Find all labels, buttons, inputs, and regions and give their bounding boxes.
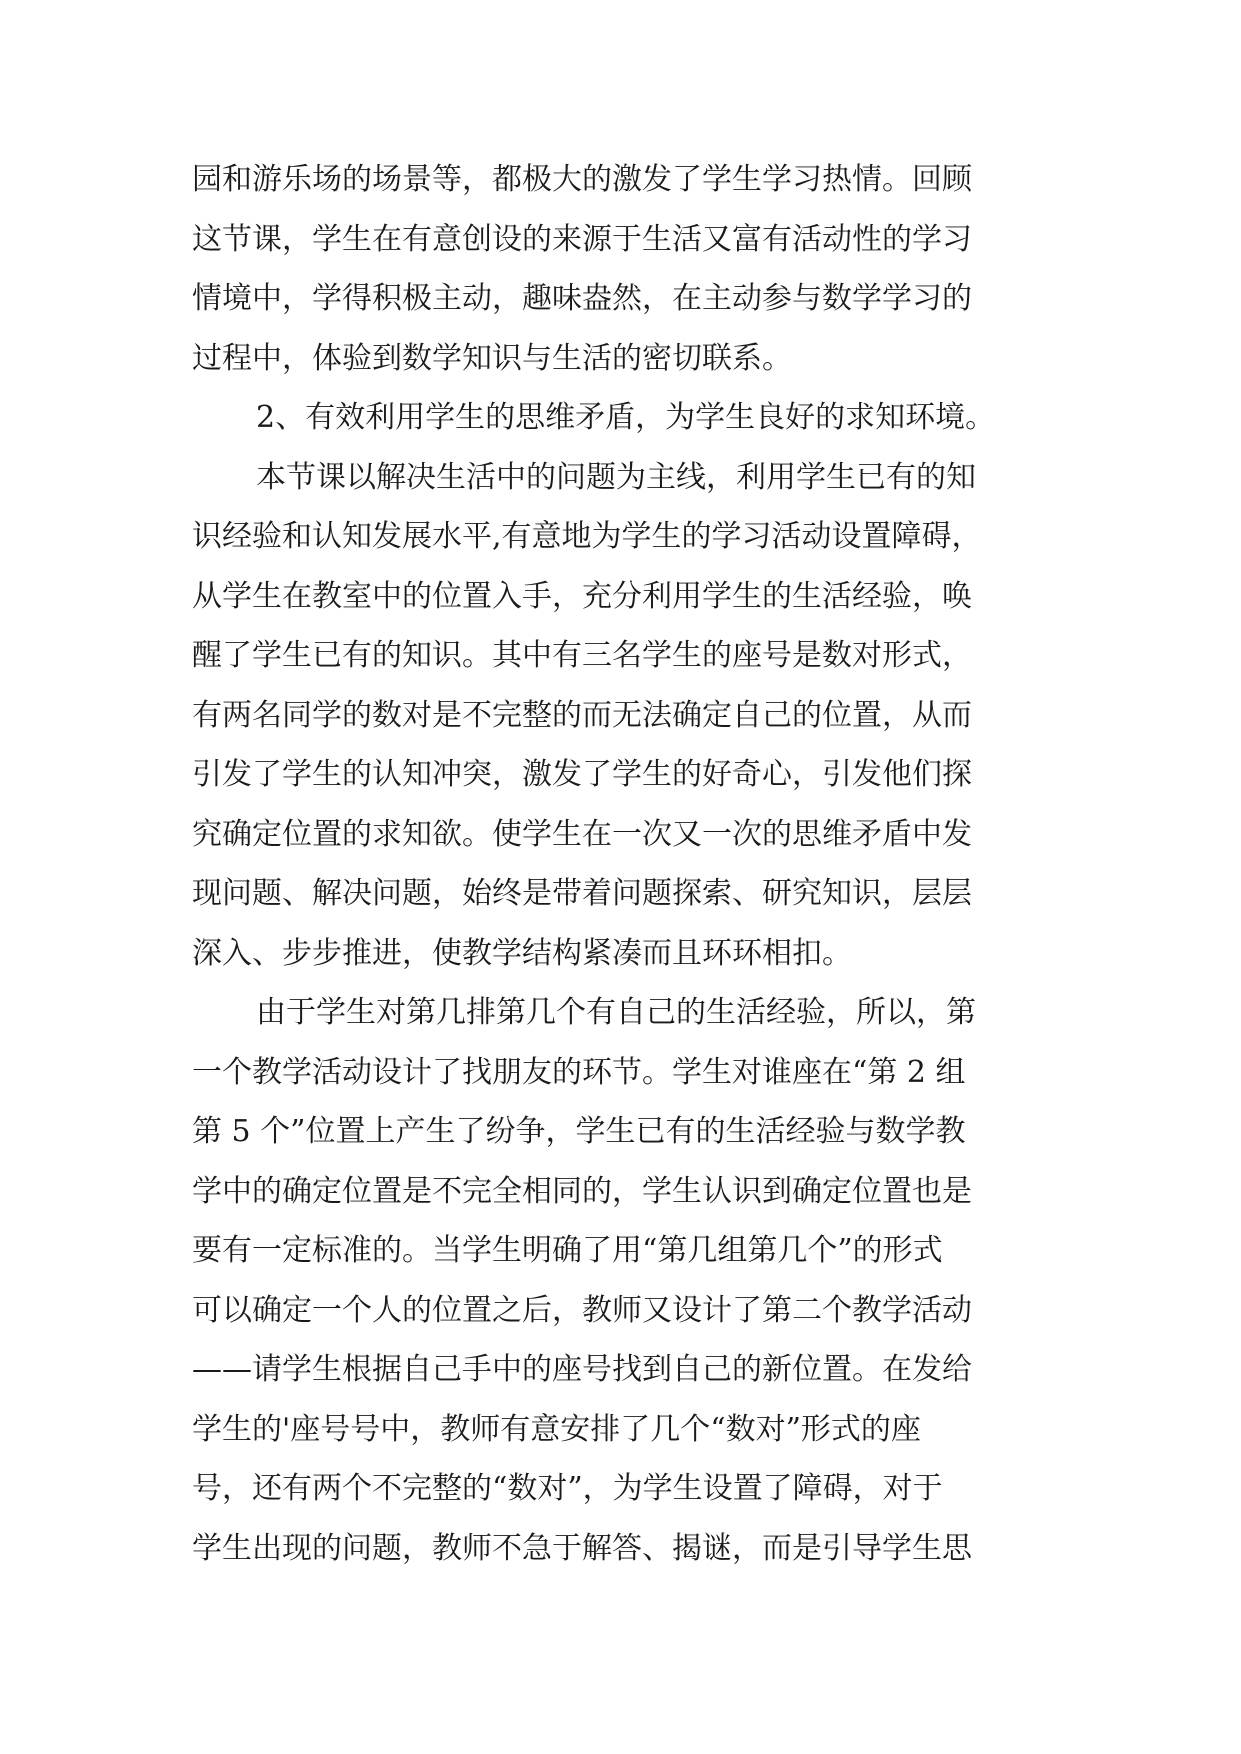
text-line: 现问题、解决问题，始终是带着问题探索、研究知识，层层 bbox=[192, 876, 972, 911]
text-line: 醒了学生已有的知识。其中有三名学生的座号是数对形式， bbox=[192, 638, 972, 673]
text-line: 从学生在教室中的位置入手，充分利用学生的生活经验，唤 bbox=[192, 578, 972, 614]
text-line: 本节课以解决生活中的问题为主线，利用学生已有的知 bbox=[256, 459, 976, 495]
text-line: 有两名同学的数对是不完整的而无法确定自己的位置，从而 bbox=[192, 697, 972, 733]
text-line: 学生出现的问题，教师不急于解答、揭谜，而是引导学生思 bbox=[192, 1530, 972, 1566]
text-line: 要有一定标准的。当学生明确了用“第几组第几个”的形式 bbox=[192, 1233, 943, 1268]
text-line: 情境中，学得积极主动，趣味盎然，在主动参与数学学习的 bbox=[192, 281, 972, 316]
text-line: 识经验和认知发展水平,有意地为学生的学习活动设置障碍， bbox=[192, 519, 982, 554]
text-line: 可以确定一个人的位置之后，教师又设计了第二个教学活动 bbox=[192, 1292, 972, 1328]
text-line: 究确定位置的求知欲。使学生在一次又一次的思维矛盾中发 bbox=[192, 816, 972, 852]
text-line: 号，还有两个不完整的“数对”，为学生设置了障碍，对于 bbox=[192, 1471, 943, 1506]
text-line: 深入、步步推进，使教学结构紧凑而且环环相扣。 bbox=[192, 935, 852, 971]
text-line: 园和游乐场的场景等，都极大的激发了学生学习热情。回顾 bbox=[192, 162, 972, 197]
body-text bbox=[192, 150, 1062, 1578]
text-line: 这节课，学生在有意创设的来源于生活又富有活动性的学习 bbox=[192, 221, 972, 257]
text-line: 2、有效利用学生的思维矛盾，为学生良好的求知环境。 bbox=[256, 400, 996, 435]
text-line: 一个教学活动设计了找朋友的环节。学生对谁座在“第 2 组 bbox=[192, 1054, 966, 1090]
text-line: 学生的'座号号中，教师有意安排了几个“数对”形式的座 bbox=[192, 1411, 921, 1447]
text-line: 由于学生对第几排第几个有自己的生活经验，所以，第 bbox=[256, 995, 976, 1030]
text-line: 引发了学生的认知冲突，激发了学生的好奇心，引发他们探 bbox=[192, 757, 972, 792]
text-line: 过程中，体验到数学知识与生活的密切联系。 bbox=[192, 340, 792, 376]
text-line: 学中的确定位置是不完全相同的，学生认识到确定位置也是 bbox=[192, 1173, 972, 1209]
text-line: 第 5 个”位置上产生了纷争，学生已有的生活经验与数学教 bbox=[192, 1114, 966, 1149]
text-line: ——请学生根据自己手中的座号找到自己的新位置。在发给 bbox=[192, 1352, 972, 1387]
